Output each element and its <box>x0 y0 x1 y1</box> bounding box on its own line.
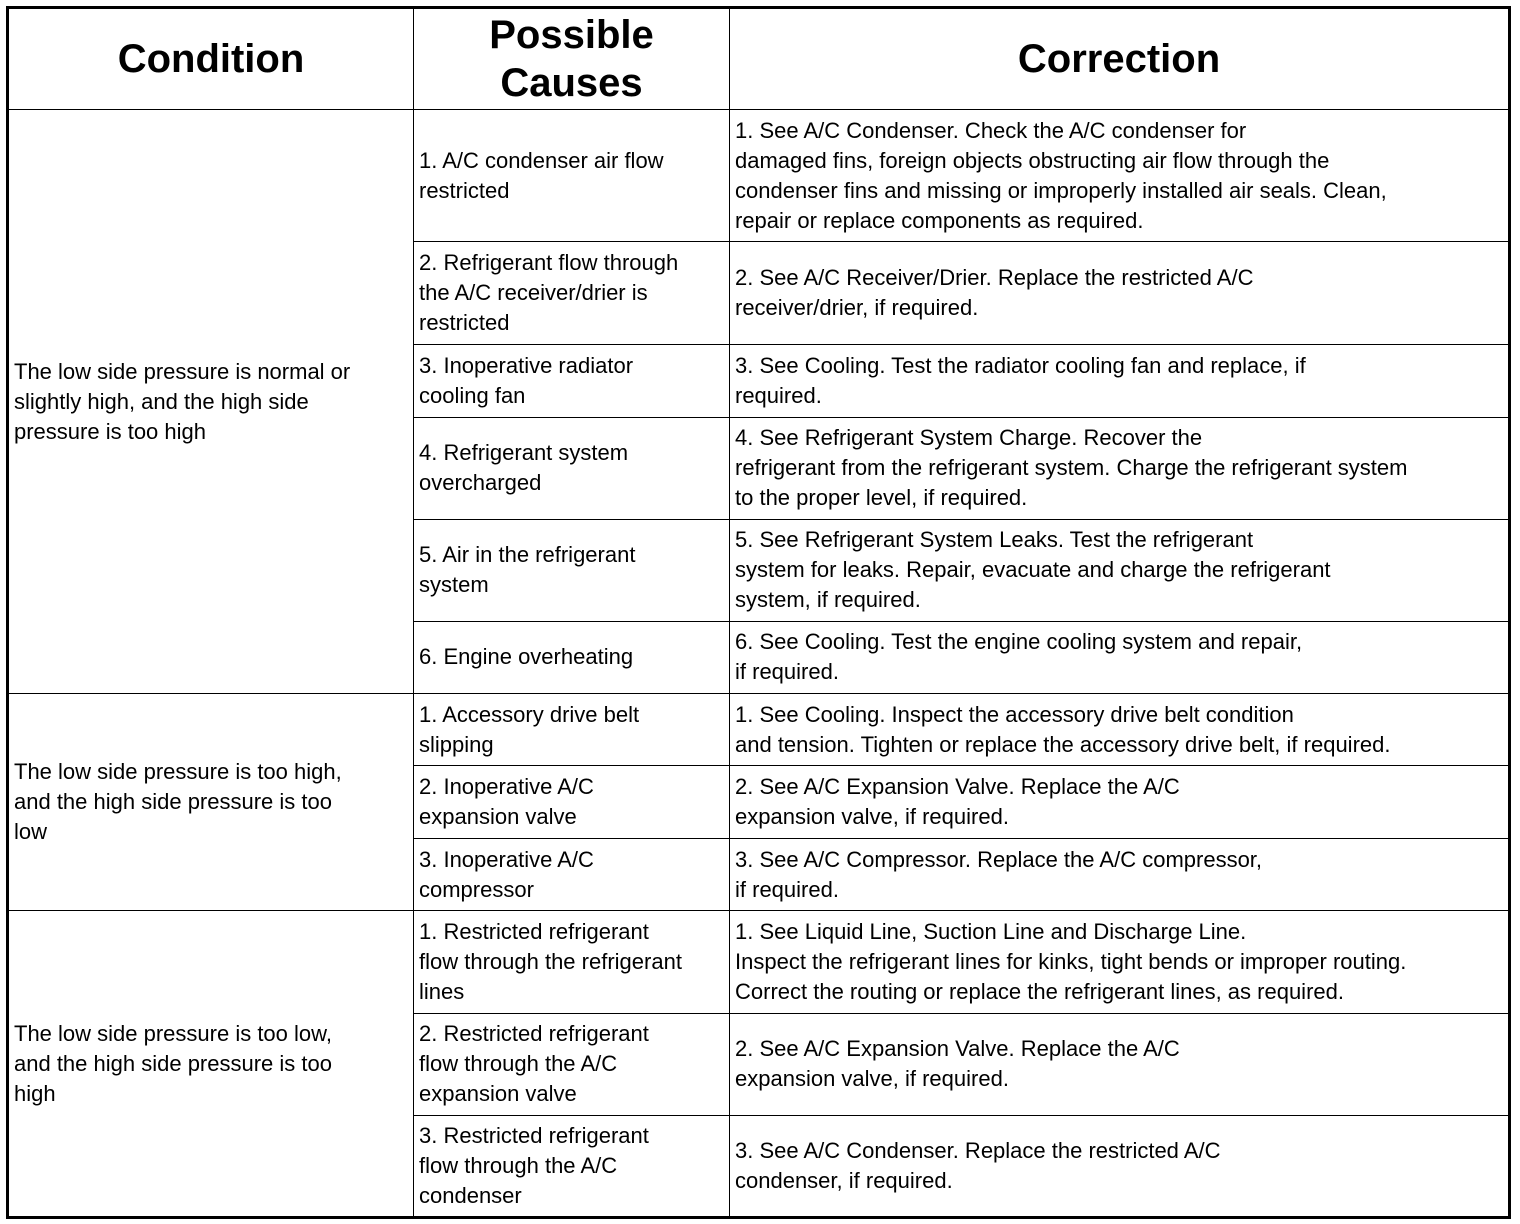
correction-cell: 4. See Refrigerant System Charge. Recover the refrigerant from the refrigerant system. Charge the refrigerant system to the proper level, if required. <box>730 417 1510 519</box>
header-row <box>8 8 1510 110</box>
cause-cell: 1. A/C condenser air flow restricted <box>414 110 730 242</box>
cause-cell: 3. Inoperative radiator cooling fan <box>414 344 730 417</box>
cause-cell: 6. Engine overheating <box>414 621 730 693</box>
cause-cell: 2. Refrigerant flow through the A/C receiver/drier is restricted <box>414 242 730 344</box>
header-correction: Correction <box>730 8 1510 110</box>
cause-cell: 3. Inoperative A/C compressor <box>414 839 730 911</box>
table-row <box>8 911 1510 1013</box>
cause-cell: 5. Air in the refrigerant system <box>414 519 730 621</box>
cause-cell: 1. Accessory drive belt slipping <box>414 694 730 766</box>
table-row <box>8 694 1510 766</box>
condition-cell: The low side pressure is normal or slightly high, and the high side pressure is too high <box>8 110 414 694</box>
cause-cell: 4. Refrigerant system overcharged <box>414 417 730 519</box>
correction-cell: 1. See Cooling. Inspect the accessory drive belt condition and tension. Tighten or replace the accessory drive belt, if required. <box>730 694 1510 766</box>
condition-cell: The low side pressure is too high, and the high side pressure is too low <box>8 694 414 911</box>
correction-cell: 6. See Cooling. Test the engine cooling system and repair, if required. <box>730 621 1510 693</box>
correction-cell: 1. See A/C Condenser. Check the A/C condenser for damaged fins, foreign objects obstructing air flow through the condenser fins and missing or improperly installed air seals. Clean, repair or replace components as required. <box>730 110 1510 242</box>
cause-cell: 1. Restricted refrigerant flow through the refrigerant lines <box>414 911 730 1013</box>
correction-cell: 3. See Cooling. Test the radiator cooling fan and replace, if required. <box>730 344 1510 417</box>
diagnosis-table <box>6 6 1511 1219</box>
correction-cell: 5. See Refrigerant System Leaks. Test the refrigerant system for leaks. Repair, evacuate and charge the refrigerant system, if required. <box>730 519 1510 621</box>
condition-cell: The low side pressure is too low, and the high side pressure is too high <box>8 911 414 1218</box>
header-condition: Condition <box>8 8 414 110</box>
cause-cell: 2. Inoperative A/C expansion valve <box>414 766 730 839</box>
table-row <box>8 110 1510 242</box>
correction-cell: 1. See Liquid Line, Suction Line and Discharge Line. Inspect the refrigerant lines for kinks, tight bends or improper routing. Correct the routing or replace the refrigerant lines, as required. <box>730 911 1510 1013</box>
correction-cell: 2. See A/C Expansion Valve. Replace the A/C expansion valve, if required. <box>730 1013 1510 1115</box>
correction-cell: 2. See A/C Expansion Valve. Replace the A/C expansion valve, if required. <box>730 766 1510 839</box>
cause-cell: 2. Restricted refrigerant flow through the A/C expansion valve <box>414 1013 730 1115</box>
correction-cell: 3. See A/C Condenser. Replace the restricted A/C condenser, if required. <box>730 1115 1510 1217</box>
correction-cell: 3. See A/C Compressor. Replace the A/C compressor, if required. <box>730 839 1510 911</box>
correction-cell: 2. See A/C Receiver/Drier. Replace the restricted A/C receiver/drier, if required. <box>730 242 1510 344</box>
cause-cell: 3. Restricted refrigerant flow through the A/C condenser <box>414 1115 730 1217</box>
header-possible-causes: Possible Causes <box>414 8 730 110</box>
